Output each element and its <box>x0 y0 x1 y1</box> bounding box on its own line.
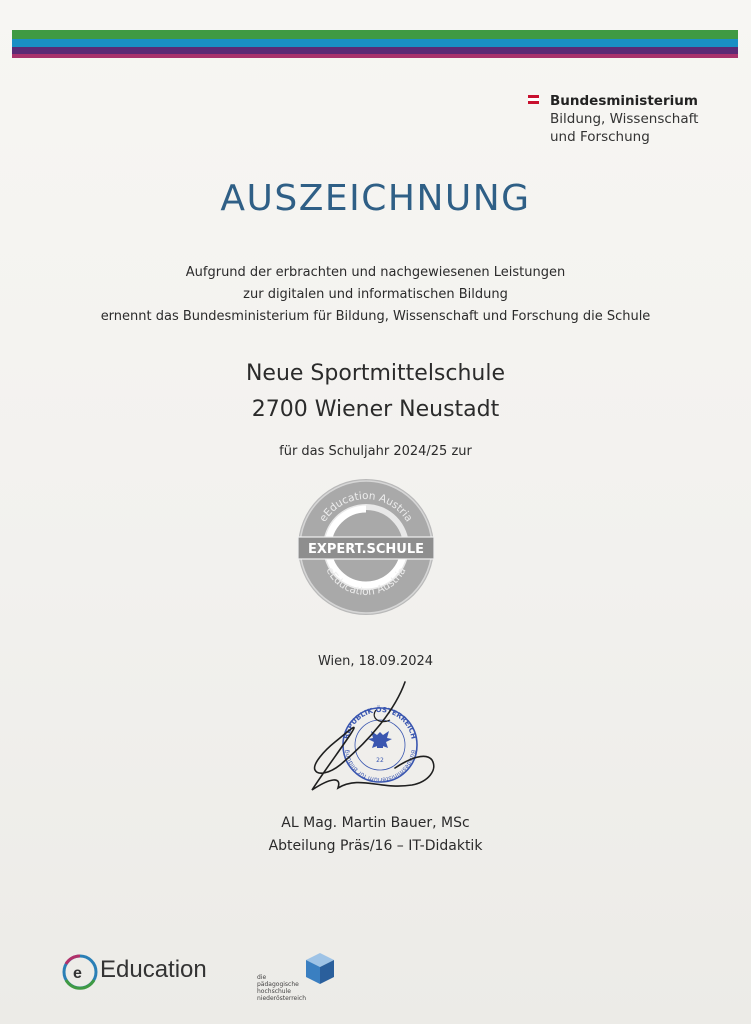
seal-bottom-text: eEducation Austria <box>323 565 409 599</box>
svg-text:e: e <box>73 965 82 982</box>
stamp-number: 22 <box>376 757 384 764</box>
seal-top-text: eEducation Austria <box>317 489 415 525</box>
school-name: Neue Sportmittelschule <box>245 361 506 386</box>
svg-text:Bundesministerium für Bildung <box>343 749 417 783</box>
intro-line-3: ernennt das Bundesministerium für Bildung, Wissenschaft und Forschung die Schule <box>100 309 651 324</box>
stamp-ring-top: REPUBLIK ÖSTERREICH <box>342 705 418 740</box>
intro-line-1: Aufgrund der erbrachten und nachgewiesenen Leistungen <box>185 265 566 280</box>
ph-noe-text <box>257 974 307 1002</box>
issue-date: Wien, 18.09.2024 <box>317 654 434 669</box>
ph-line-1: die pädagogische <box>257 974 299 988</box>
header-stripe-blue <box>12 39 738 47</box>
official-stamp-and-signature <box>300 680 450 805</box>
ph-line-3: niederösterreich <box>257 995 306 1002</box>
ministry-line-2: Bildung, Wissenschaft <box>550 111 699 127</box>
ministry-line-1: Bundesministerium <box>550 93 698 109</box>
stamp-ring-bottom: Bundesministerium für Bildung <box>343 749 417 784</box>
school-location: 2700 Wiener Neustadt <box>251 397 500 422</box>
signer-name: AL Mag. Martin Bauer, MSc <box>281 815 470 831</box>
eeducation-wordmark: Education <box>100 956 207 983</box>
school-block <box>0 356 751 428</box>
signer-department: Abteilung Präs/16 – IT-Didaktik <box>268 838 483 854</box>
header-stripe-purple <box>12 47 738 54</box>
header-stripe-green <box>12 30 738 39</box>
expert-schule-seal-icon <box>296 477 436 617</box>
ministry-logo <box>528 92 698 146</box>
intro-line-2: zur digitalen und informatischen Bildung <box>243 287 508 302</box>
school-year: für das Schuljahr 2024/25 zur <box>279 444 472 459</box>
signer-block <box>0 812 751 858</box>
intro-text <box>0 262 751 328</box>
ministry-line-3: und Forschung <box>550 129 650 145</box>
austria-flag-icon <box>528 95 539 104</box>
seal-label: EXPERT.SCHULE <box>307 542 425 557</box>
ph-line-2: hochschule <box>257 988 291 995</box>
header-stripe-pink <box>12 54 738 58</box>
page-title: AUSZEICHNUNG <box>220 178 531 219</box>
